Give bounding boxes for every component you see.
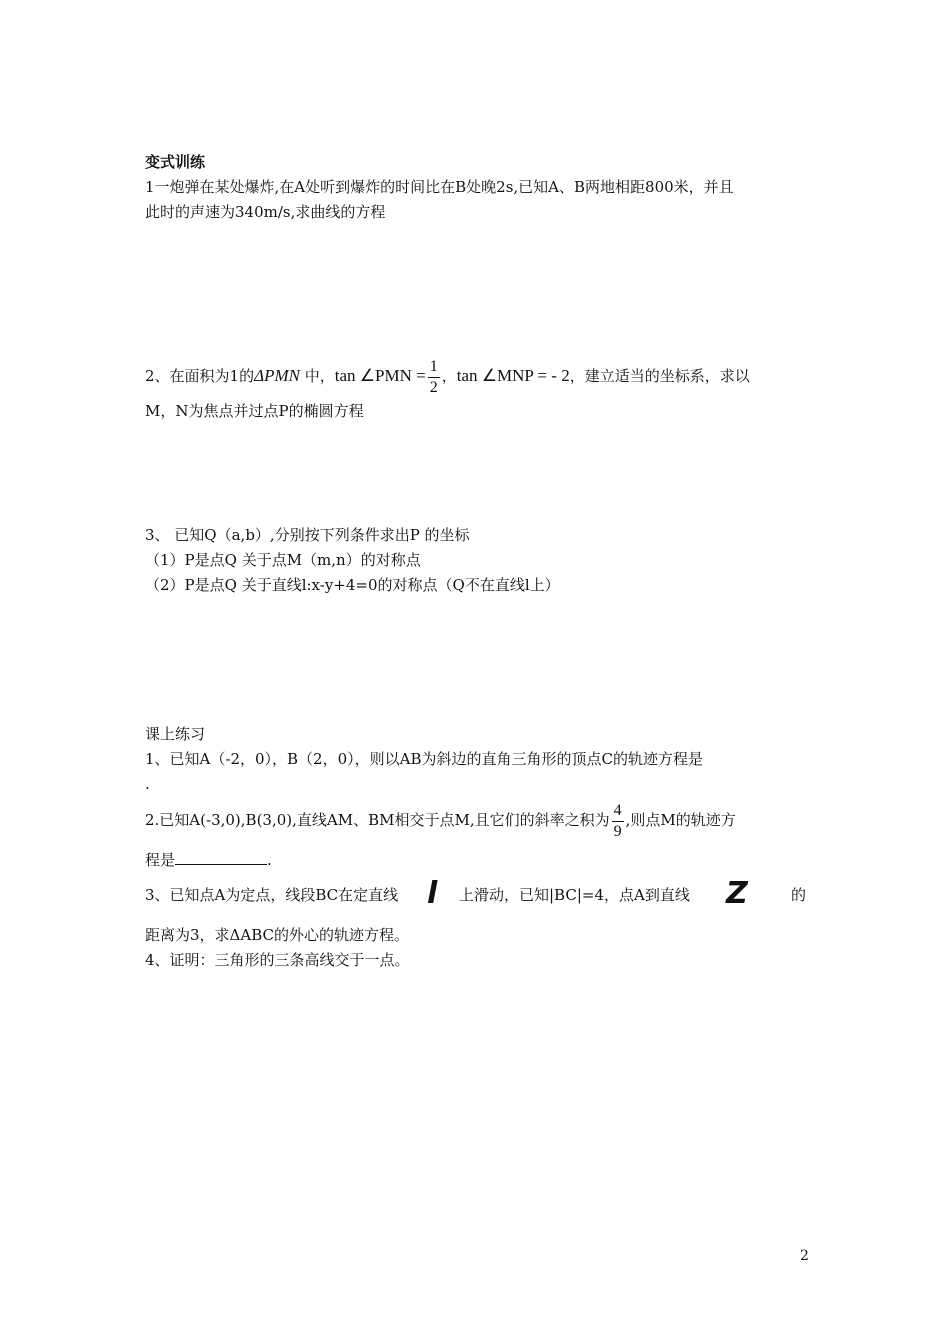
page-number: 2 xyxy=(800,1248,809,1264)
exercise-3-part3: 的 xyxy=(791,886,807,904)
problem-2-suffix: ，建立适当的坐标系，求以 xyxy=(569,367,750,385)
exercise-2-line-1 xyxy=(145,800,736,842)
problem-1-line-1: 1一炮弹在某处爆炸,在A处听到爆炸的时间比在B处晚2s,已知A、B两地相距800米，并且 xyxy=(145,178,734,196)
fraction-one-half xyxy=(428,357,440,398)
fraction-four-ninths xyxy=(612,801,624,842)
exercise-2-suffix: ,则点M的轨迹方 xyxy=(625,811,736,829)
exercise-2-line2-suffix: . xyxy=(267,851,272,869)
fraction-numerator: 1 xyxy=(428,357,440,378)
exercise-2-line2-prefix: 程是 xyxy=(145,851,176,869)
problem-2-prefix: 2、在面积为1的 xyxy=(145,367,255,385)
answer-blank[interactable] xyxy=(175,848,267,865)
fraction-denominator: 2 xyxy=(429,378,438,396)
line-z-glyph: Z xyxy=(726,876,748,911)
practice-title: 课上练习 xyxy=(145,725,206,743)
line-l-glyph: l xyxy=(427,876,438,911)
exercise-3-part1: 3、已知点A为定点，线段BC在定直线 xyxy=(145,886,399,904)
problem-1-line-2: 此时的声速为340m/s,求曲线的方程 xyxy=(145,203,386,221)
problem-3-line-1: 3、 已知Q（a,b）,分别按下列条件求出P 的坐标 xyxy=(145,526,470,544)
problem-2-line-1 xyxy=(145,356,750,398)
problem-2-line-2: M，N为焦点并过点P的椭圆方程 xyxy=(145,402,364,420)
fraction-numerator: 4 xyxy=(612,801,624,822)
tan-pmn: tan ∠PMN = xyxy=(334,366,426,385)
exercise-4: 4、证明：三角形的三条高线交于一点。 xyxy=(145,951,410,969)
problem-3-line-2: （1）P是点Q 关于点M（m,n）的对称点 xyxy=(145,551,421,569)
exercise-3-line-1 xyxy=(145,885,805,905)
problem-2-comma: ， xyxy=(441,367,457,385)
exercise-3-line-2: 距离为3，求ΔABC的外心的轨迹方程。 xyxy=(145,926,409,944)
triangle-pmn: ΔPMN xyxy=(254,366,300,385)
exercise-3-part2: 上滑动，已知|BC|=4，点A到直线 xyxy=(459,886,690,904)
problem-3-line-3: （2）P是点Q 关于直线l:x-y+4=0的对称点（Q不在直线l上） xyxy=(145,576,560,594)
tan-mnp: tan ∠MNP = - 2 xyxy=(456,366,570,385)
section-title: 变式训练 xyxy=(145,153,206,171)
exercise-1-line-2: . xyxy=(145,775,150,793)
exercise-2-line-2 xyxy=(145,848,272,870)
exercise-2-prefix: 2.已知A(-3,0),B(3,0),直线AM、BM相交于点M,且它们的斜率之积为 xyxy=(145,811,610,829)
exercise-1-line-1: 1、已知A（-2，0），B（2，0），则以AB为斜边的直角三角形的顶点C的轨迹方程是 xyxy=(145,750,703,768)
problem-2-mid: 中， xyxy=(299,367,335,385)
fraction-denominator: 9 xyxy=(613,822,622,840)
